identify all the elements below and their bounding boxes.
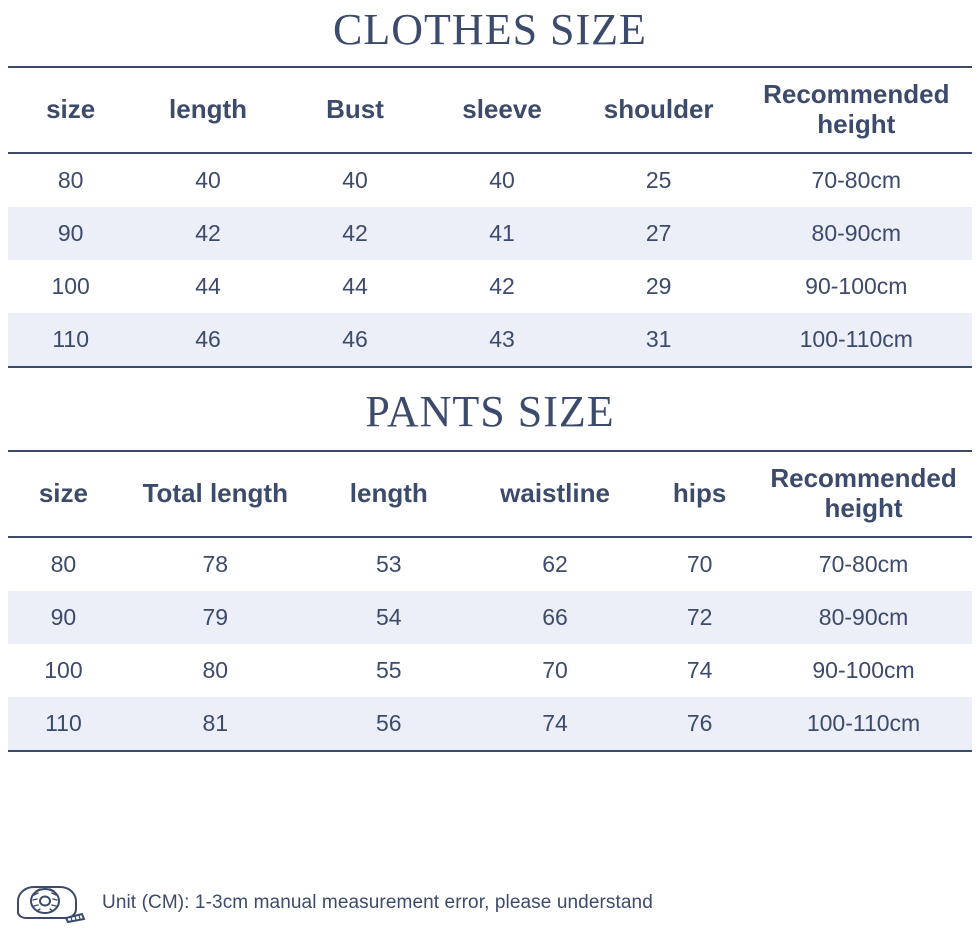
table-row [8,537,972,591]
cell-size: 110 [52,325,89,352]
cell-hips: 76 [686,709,713,736]
cell-size: 100 [51,272,90,299]
cell-waistline: 70 [542,656,568,683]
cell-total-length: 79 [202,603,229,630]
table-row [8,644,972,697]
cell-size: 90 [57,219,84,246]
cell-size: 80 [50,550,77,577]
table-row [8,313,972,367]
table-header-row [8,67,972,153]
cell-length: 44 [195,272,221,299]
column-header-sleeve: sleeve [462,93,542,124]
cell-total-length: 78 [202,550,229,577]
cell-recommended-height: 90-100cm [805,272,908,299]
column-header-total-length: Total length [142,477,288,508]
measuring-tape-icon [14,883,88,923]
column-header-shoulder: shoulder [603,93,714,124]
cell-sleeve: 41 [489,219,515,246]
clothes-size-table [8,66,972,368]
pants-size-table [8,450,972,752]
cell-bust: 46 [342,325,368,352]
column-header-recommended-height: Recommended height [770,462,957,523]
cell-recommended-height: 100-110cm [799,325,913,352]
cell-size: 80 [57,166,84,193]
cell-length: 54 [375,603,402,630]
cell-hips: 72 [686,603,713,630]
cell-size: 90 [50,603,77,630]
cell-size: 100 [44,656,83,683]
column-header-bust: Bust [326,93,384,124]
cell-hips: 74 [686,656,713,683]
cell-recommended-height: 80-90cm [811,219,902,246]
cell-recommended-height: 80-90cm [818,603,909,630]
column-header-hips: hips [672,477,727,508]
cell-recommended-height: 70-80cm [811,166,902,193]
pants-size-title: PANTS SIZE [365,386,615,436]
cell-shoulder: 27 [645,219,672,246]
table-row [8,260,972,313]
cell-length: 56 [375,709,402,736]
cell-waistline: 74 [542,709,568,736]
column-header-length: length [349,477,428,508]
cell-shoulder: 31 [645,325,672,352]
cell-length: 46 [195,325,221,352]
cell-recommended-height: 70-80cm [818,550,909,577]
cell-total-length: 80 [202,656,229,683]
cell-hips: 70 [686,550,713,577]
cell-length: 55 [375,656,402,683]
cell-bust: 42 [342,219,368,246]
cell-sleeve: 42 [489,272,515,299]
column-header-waistline: waistline [500,477,610,508]
cell-sleeve: 40 [489,166,515,193]
clothes-size-title: CLOTHES SIZE [333,5,647,54]
footer-note-row [0,883,980,923]
cell-bust: 40 [342,166,368,193]
column-header-length: length [169,93,248,124]
cell-length: 53 [375,550,402,577]
cell-bust: 44 [342,272,368,299]
column-header-size: size [46,93,96,124]
cell-waistline: 66 [542,603,568,630]
table-header-row [8,451,972,537]
table-row [8,591,972,644]
cell-recommended-height: 90-100cm [812,656,915,683]
cell-length: 42 [195,219,221,246]
cell-shoulder: 29 [645,272,672,299]
table-row [8,153,972,207]
column-header-size: size [38,477,88,508]
cell-waistline: 62 [542,550,568,577]
cell-length: 40 [195,166,221,193]
cell-recommended-height: 100-110cm [806,709,921,736]
cell-shoulder: 25 [645,166,672,193]
cell-sleeve: 43 [489,325,515,352]
table-row [8,697,972,751]
column-header-recommended-height: Recommended height [763,79,950,139]
table-row [8,207,972,260]
unit-note-text: Unit (CM): 1-3cm manual measurement error, please understand [102,892,653,913]
cell-total-length: 81 [202,709,229,736]
cell-size: 110 [45,709,82,736]
